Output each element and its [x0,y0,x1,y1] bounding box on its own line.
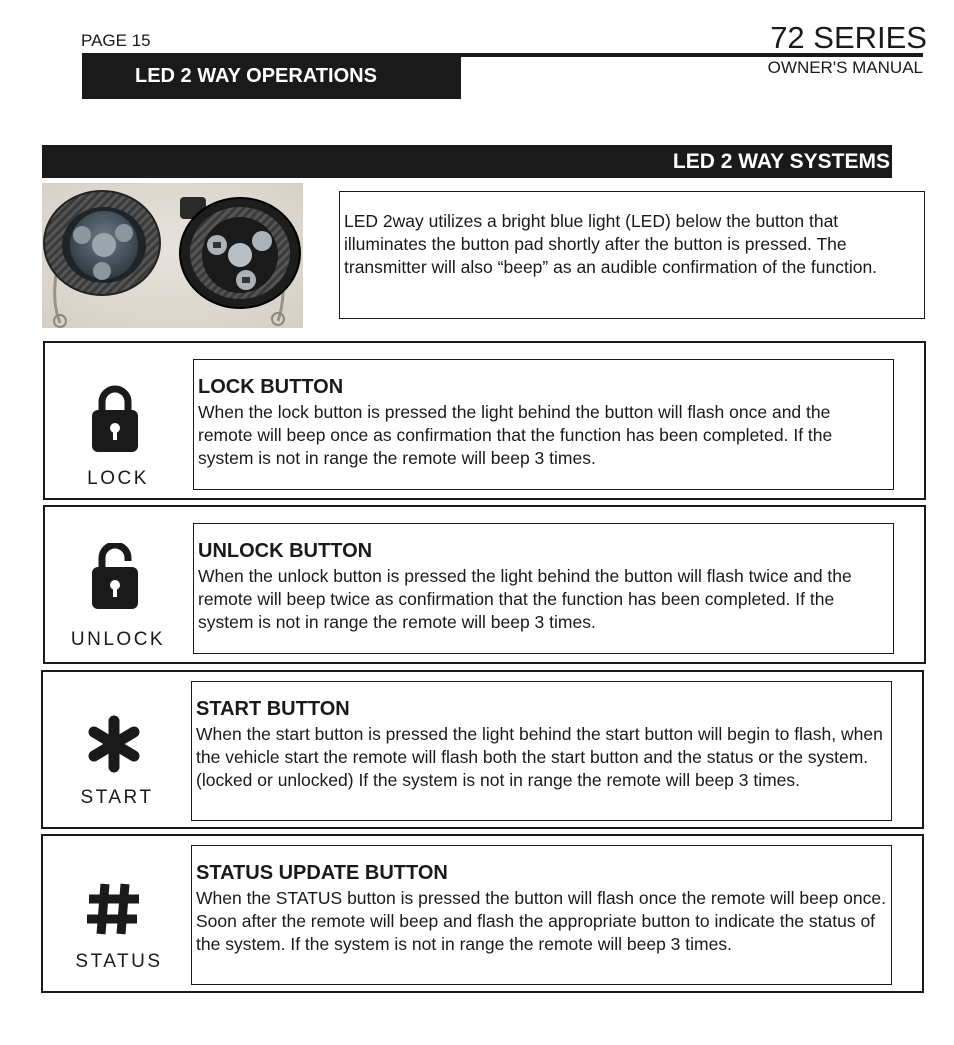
lock-button-title: LOCK BUTTON [198,376,344,398]
unlock-button-text: When the unlock button is pressed the light behind the button will flash twice and the remote will beep twice as confirmation that the function has been completed. If the system is not in range the remote will beep 3 times. [198,566,852,632]
status-button-title: STATUS UPDATE BUTTON [196,862,448,884]
lock-button-panel [43,341,926,500]
series-title: 72 SERIES [770,20,927,55]
lock-button-description [193,359,894,490]
unlock-icon [92,543,140,609]
intro-description: LED 2way utilizes a bright blue light (LED) below the button that illuminates the button pad shortly after the button is pressed. The transmitter will also “beep” as an audible confirmation of the function. [339,191,925,319]
status-icon-label: STATUS [75,951,163,972]
unlock-icon-label: UNLOCK [70,629,166,650]
unlock-button-description [193,523,894,654]
start-button-description [191,681,892,821]
start-button-panel [41,670,924,829]
hash-icon [86,882,142,936]
start-icon-label: START [80,787,154,808]
lock-icon-label: LOCK [87,468,149,489]
asterisk-icon [85,715,143,773]
section-title: LED 2 WAY OPERATIONS [82,53,461,99]
lock-button-text: When the lock button is pressed the light behind the button will flash once and the remote will beep once as confirmation that the function has been completed. If the system is not in range the remote will beep 3 times. [198,402,833,468]
unlock-button-title: UNLOCK BUTTON [198,540,373,562]
remote-transmitters-photo [42,183,303,328]
unlock-button-panel [43,505,926,664]
status-button-text: When the STATUS button is pressed the button will flash once the remote will beep once. Soon after the remote will beep and flash the appropriate button to indicate the status of the system. If the system is not in range the remote will beep 3 times. [196,888,886,954]
status-button-description [191,845,892,985]
systems-heading: LED 2 WAY SYSTEMS [42,145,892,178]
page-number: PAGE 15 [81,31,151,50]
manual-subtitle: OWNER'S MANUAL [767,58,923,77]
start-button-text: When the start button is pressed the light behind the start button will begin to flash, when the vehicle start the remote will flash both the start button and the status or the system. (locked or unlocked) If the system is not in range the remote will beep 3 times. [196,724,883,790]
status-button-panel [41,834,924,993]
lock-icon [92,384,138,452]
start-button-title: START BUTTON [196,698,350,720]
